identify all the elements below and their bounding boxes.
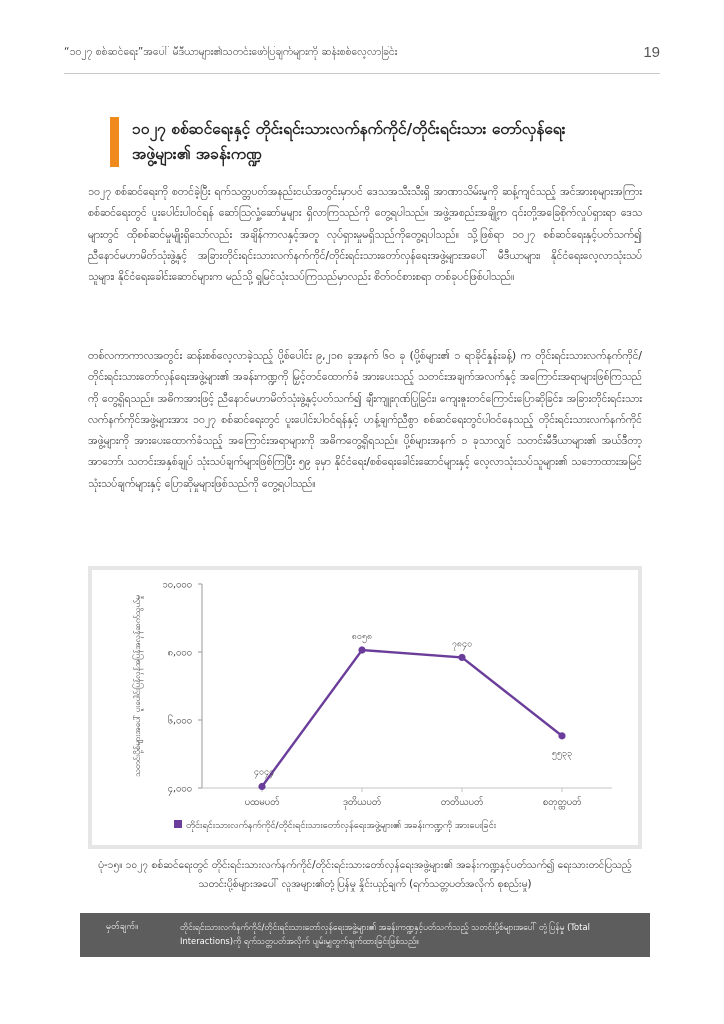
x-tick-label: ပထမပတ် [244, 797, 280, 808]
data-point [358, 646, 365, 653]
note-label: မှတ်ချက်။ [106, 922, 138, 932]
x-tick-label: ဒုတိယပတ် [342, 797, 382, 808]
data-point [558, 732, 565, 739]
data-point [458, 654, 465, 661]
body-paragraph-2: တစ်လကာကာလအတွင်း ဆန်းစစ်လေ့လာခဲ့သည့် ပို့စ်ပေါင်း ၉,၂၁၈ ခုအနက် ၆၀ ခု (ပို့စ်များ၏ ၁ ရာခိုင်နှုန်းခန့်) က တိုင်းရင်းသားလက်နက်ကိုင်/တိုင်းရင်းသားတော်လှန်ရေးအဖွဲ့များ၏ အခန်းကဏ္ဍကို မြှင့်တင်ထောက်ခံ အားပေးသည့် သတင်းအချက်အလက်နှင့် အကြောင်းအရာများဖြစ်ကြသည်ကို တွေ့ရှိရသည်။ အဓိကအားဖြင့် ညီနောင်မဟာမိတ်သုံးဖွဲ့နှင့်ပတ်သက်၍ ချီးကျူးဂုဏ်ပြုခြင်း၊ ကျေးဇူးတင်ကြောင်းပြောဆိုခြင်း၊ အခြားတိုင်းရင်းသား လက်နက်ကိုင်အဖွဲ့များအား ၁၀၂၇ စစ်ဆင်ရေးတွင် ပူးပေါင်းပါဝင်ရန်နှင့် ဟန့်ချက်ညီစွာ စစ်ဆင်ရေးတွင်ပါဝင်နေသည့် တိုင်းရင်းသားလက်နက်ကိုင်အဖွဲ့များကို အားပေးထောက်ခံသည့် အကြောင်းအရာများကို အဓိကတွေ့ရှိရသည်။ ပို့စ်များအနက် ၁ ခုသာလျှင် သတင်းမီဒီယာများ၏ အယ်ဒီတာ့အာဘော်၊ သတင်းအနှစ်ချုပ် သုံးသပ်ချက်များဖြစ်ကြပြီး ၅၉ ခုမှာ နိုင်ငံရေး/စစ်ရေးခေါင်းဆောင်များနှင့် လေ့လာသုံးသပ်သူများ၏ သဘောထားအမြင် သုံးသပ်ချက်များနှင့် ပြောဆိုမှုများဖြစ်သည်ကို တွေ့ရပါသည်။ [88, 350, 642, 490]
data-point [258, 783, 265, 790]
figure-caption: ပုံ-၁၅။ ၁၀၂၇ စစ်ဆင်ရေးတွင် တိုင်းရင်းသားလက်နက်ကိုင်/တိုင်းရင်းသားတော်လှန်ရေးအဖွဲ့များ၏ အခန်းကဏ္ဍနှင့်ပတ်သက်၍ ရေးသားတင်ပြသည့် သတင်းပို့စ်များအပေါ် လူအများ၏တုံ့ပြန်မှု နှိုင်းယှဉ်ချက် (ရက်သတ္တပတ်အလိုက် စုစည်းမှု) [98, 859, 632, 890]
header-divider [64, 73, 660, 74]
data-label: ၈၀၅၈ [351, 632, 373, 643]
chart-gridlines [198, 584, 562, 792]
section-accent-bar [110, 117, 119, 167]
note-text: တိုင်းရင်းသားလက်နက်ကိုင်/တိုင်းရင်းသားတော်လှန်ရေးအဖွဲ့များ၏ အခန်းကဏ္ဍနှင့်ပတ်သက်သည့် သတင်းပို့စ်များအပေါ် တုံ့ပြန်မှု (Total Interactions)ကို ရက်သတ္တပတ်အလိုက် ပျမ်းမျှတွက်ချက်ထားခြင်းဖြစ်သည်။ [180, 922, 590, 946]
chart-y-tick-labels [162, 580, 192, 796]
data-label: ၅၅၃၃ [551, 748, 573, 759]
x-tick-label: စတုတ္ထပတ် [542, 797, 582, 808]
y-tick-label: ၆,၀၀၀ [167, 715, 192, 727]
page-number: 19 [643, 44, 660, 61]
chart-axes [202, 584, 612, 788]
header-title: “၁၀၂၇ စစ်ဆင်ရေး”အပေါ် မီဒီယာများ၏သတင်းဖော်ပြချက်များကို ဆန်းစစ်လေ့လာခြင်း [64, 46, 398, 58]
y-tick-label: ၄,၀၀၀ [167, 783, 192, 795]
x-tick-label: တတိယပတ် [440, 797, 484, 808]
chart-y-axis-label: သတင်းပို့စ်များအပေါ် ပူးပေါင်းပြန်လှန်အပြန်အလှန်ဆက်သွယ်မှု [133, 595, 142, 777]
y-tick-label: ၁၀,၀၀၀ [162, 579, 192, 591]
legend-label: တိုင်းရင်းသားလက်နက်ကိုင်/တိုင်းရင်းသားတော်လှန်ရေးအဖွဲ့များ၏ အခန်းကဏ္ဍကို အားပေးခြင်း [186, 820, 497, 831]
chart-canvas [92, 570, 638, 845]
line-chart [88, 566, 642, 849]
chart-x-tick-labels [245, 797, 582, 809]
data-label: ၇၈၄၀ [451, 639, 473, 650]
legend-swatch [174, 820, 182, 828]
section-heading [110, 117, 580, 167]
series-line [262, 650, 562, 786]
data-label: ၄၀၄၄ [253, 767, 275, 778]
chart-series [258, 646, 565, 790]
section-title: ၁၀၂၇ စစ်ဆင်ရေးနှင့် တိုင်းရင်းသားလက်နက်ကိုင်/တိုင်းရင်းသား တော်လှန်ရေးအဖွဲ့များ၏ အခန်းကဏ္ဍ [132, 120, 566, 163]
y-tick-label: ၈,၀၀၀ [167, 647, 192, 659]
note-box [80, 913, 650, 957]
body-paragraph-1: ၁၀၂၇ စစ်ဆင်ရေးကို စတင်ခဲ့ပြီး ရက်သတ္တပတ်အနည်းငယ်အတွင်းမှာပင် ဒေသအသီးသီးရှိ အာဏာသိမ်းမှုကို ဆန့်ကျင်သည့် အင်အားစုများအကြား စစ်ဆင်ရေးတွင် ပူးပေါင်းပါဝင်ရန် ဆော်ဩလှုံ့ဆော်မှုများ ရှိလာကြသည်ကို တွေ့ရပါသည်။ အဖွဲ့အစည်းအချို့က ၎င်းတို့အခြေစိုက်လှုပ်ရှားရာ ဒေသများတွင် ထိုစစ်ဆင်မှုမျိုးရှိသော်လည်း အချိန်ကာလနှင့်အတူ လုပ်ရှားမှုမရှိသည်ကိုတွေ့ရပါသည်။ သို့ဖြစ်ရာ ၁၀၂၇ စစ်ဆင်ရေးနှင့်ပတ်သက်၍ ညီနောင်မဟာမိတ်သုံးဖွဲ့နှင့် အခြားတိုင်းရင်းသားလက်နက်ကိုင်/တိုင်းရင်းသားတော်လှန်ရေးအဖွဲ့များအပေါ် မီဒီယာများ၊ နိုင်ငံရေးလေ့လာသုံးသပ်သူများ၊ နိုင်ငံရေးခေါင်းဆောင်များက မည်သို့ ရှုမြင်သုံးသပ်ကြသည်မှာလည်း စိတ်ဝင်စားစရာ တစ်ခုပင်ဖြစ်ပါသည်။ [88, 186, 642, 284]
